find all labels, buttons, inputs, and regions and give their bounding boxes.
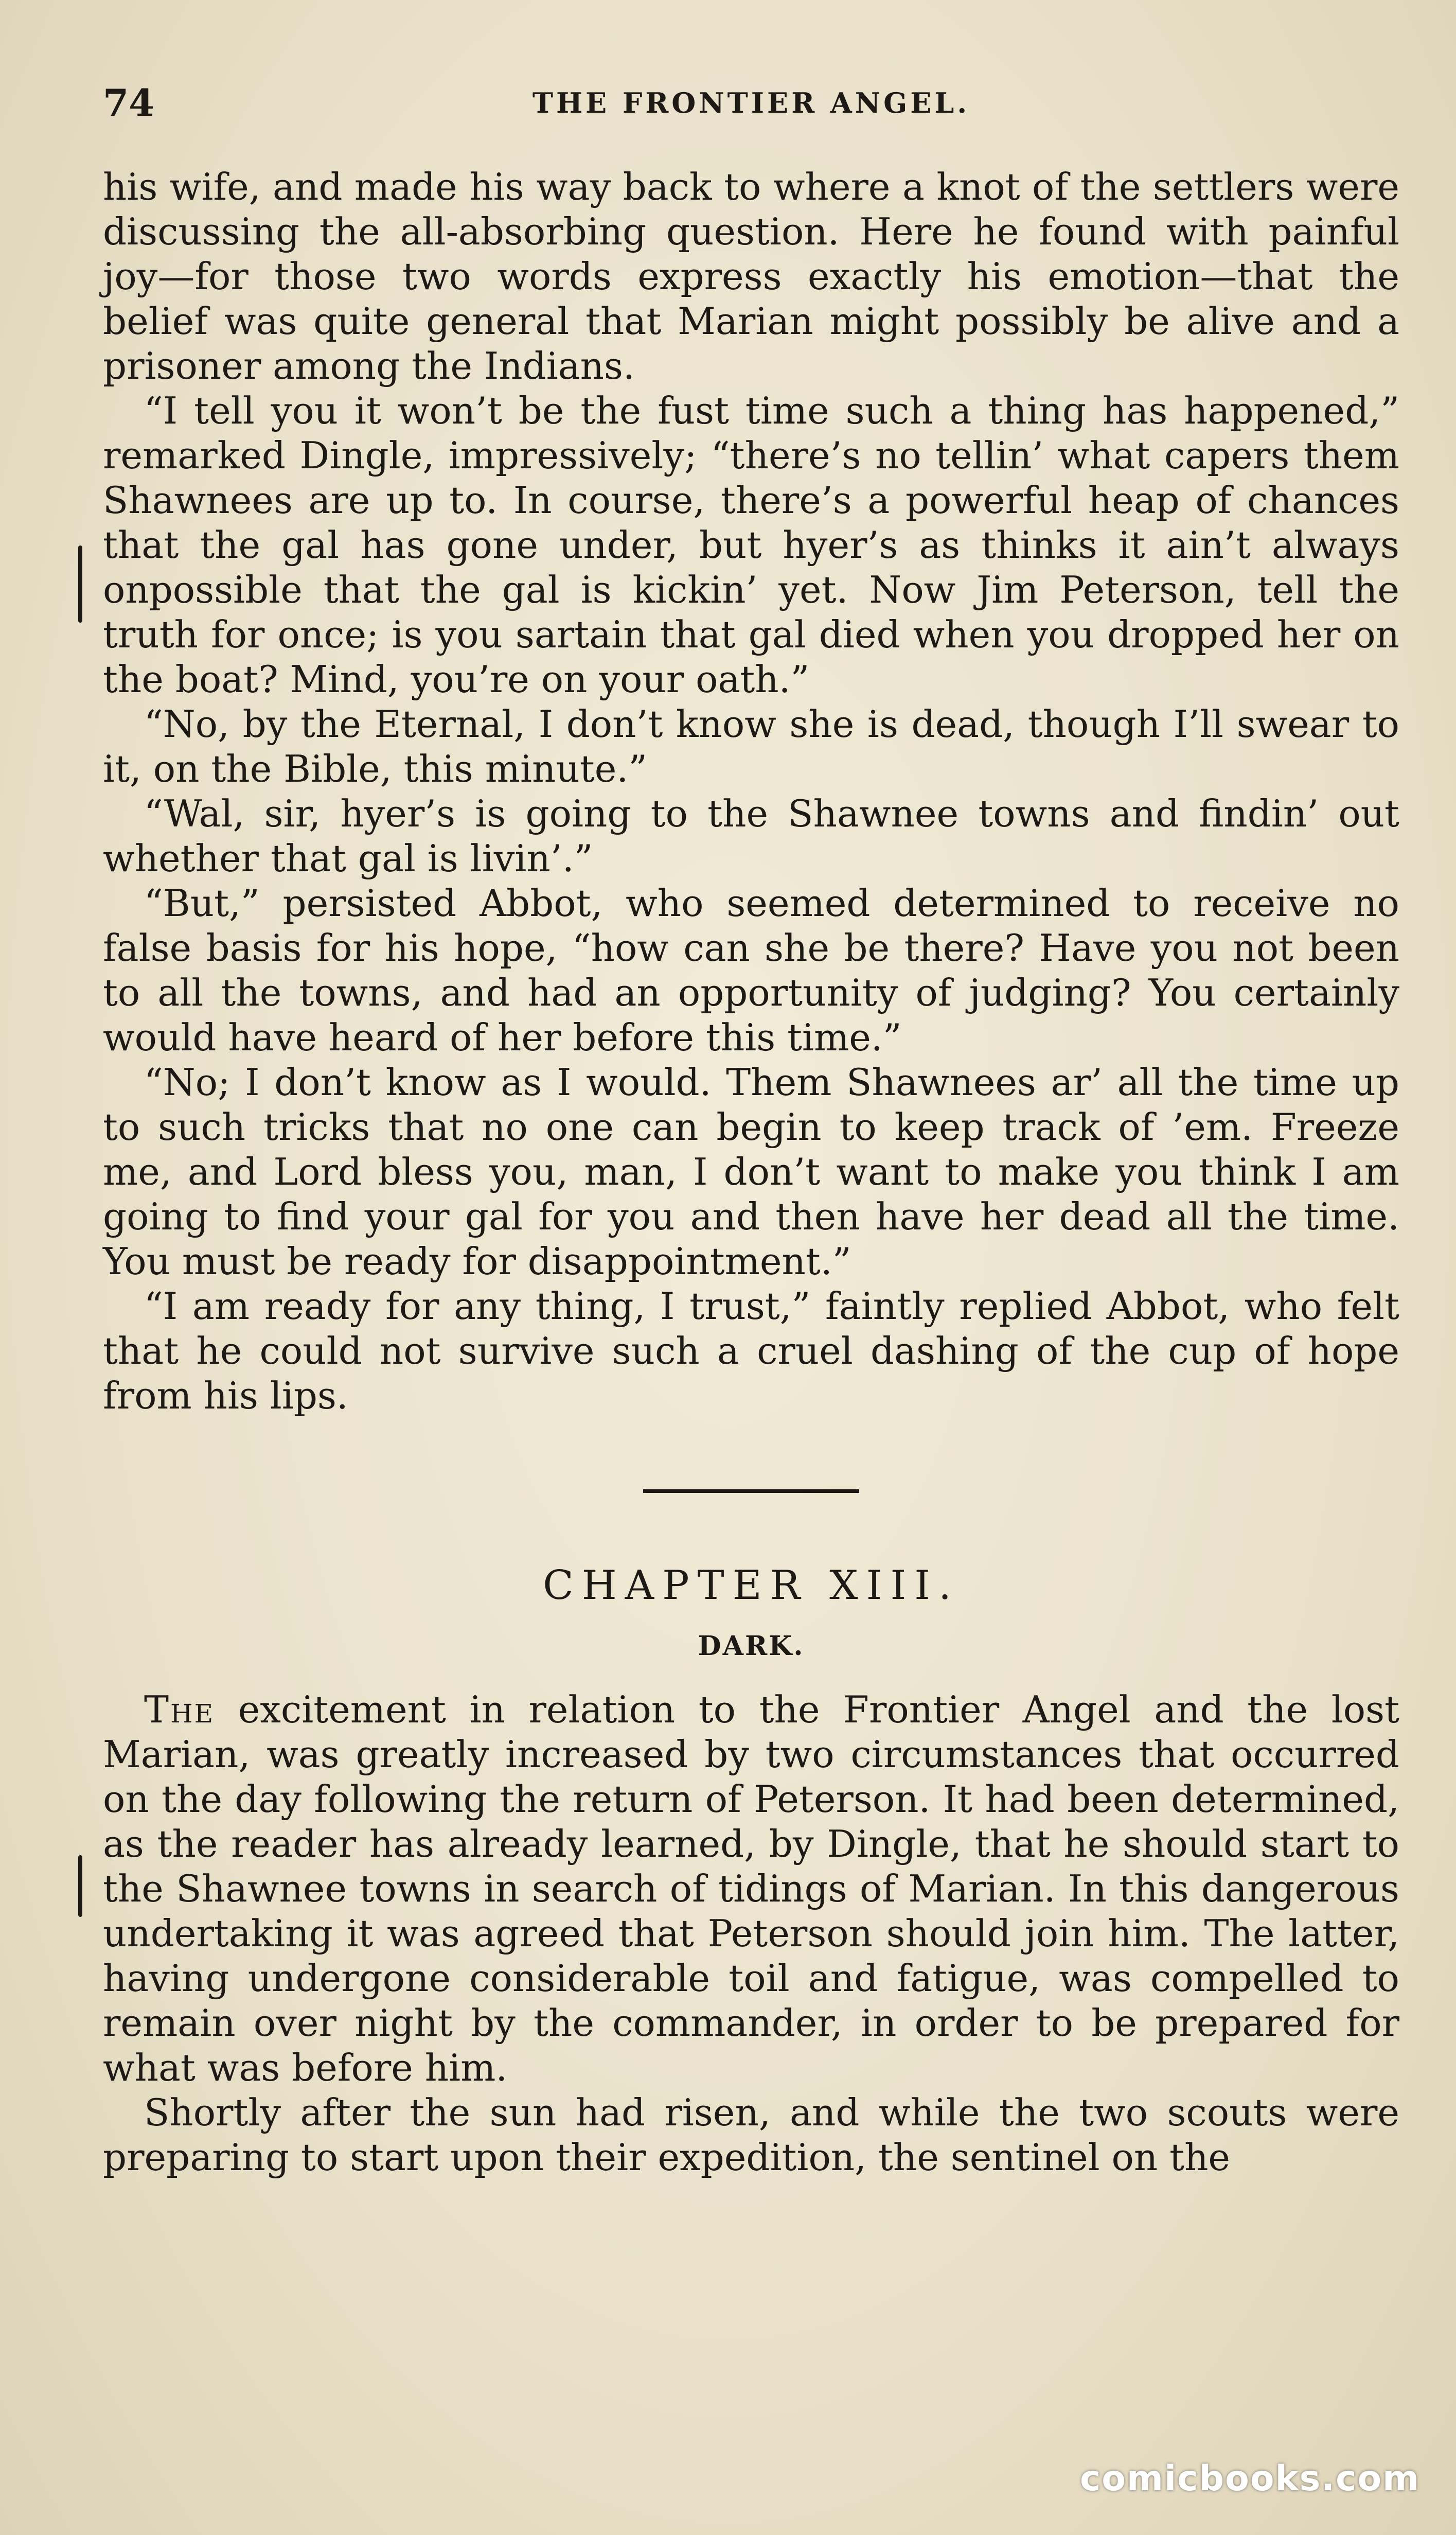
paragraph: “I am ready for any thing, I trust,” faintly replied Abbot, who felt that he could not survive such a cruel dashing of the cup of hope from his lips. (103, 1284, 1399, 1417)
section-rule (643, 1489, 859, 1493)
opening-paragraph-text: excitement in relation to the Frontier Angel and the lost Marian, was greatly increased by two circumstances that occurred on the day following the return of Peterson. It had been determined, as the reader has already learned, by Dingle, that he should start to the Shawnee towns in search of tidings of Marian. In this dangerous undertaking it was agreed that Peterson should join him. The latter, having undergone considerable toil and fatigue, was compelled to remain over night by the commander, in order to be prepared for what was before him. (103, 1688, 1399, 2089)
paragraph: “No; I don’t know as I would. Them Shawnees ar’ all the time up to such tricks that no one can begin to keep track of ’em. Freeze me, and Lord bless you, man, I don’t want to make you think I am going to find your gal for you and then have her dead all the time. You must be ready for disappointment.” (103, 1061, 1399, 1283)
chapter-body (103, 1687, 1399, 2180)
chapter-opening-paragraph (103, 1687, 1399, 2090)
page-number: 74 (103, 81, 155, 125)
opening-word: The (144, 1688, 215, 1731)
paragraph: “Wal, sir, hyer’s is going to the Shawnee towns and findin’ out whether that gal is livin’.” (103, 792, 1399, 880)
paragraph: “But,” persisted Abbot, who seemed determined to receive no false basis for his hope, “how can she be there? Have you not been to all the towns, and had an opportunity of judging? You certainly would have heard of her before this time.” (103, 882, 1399, 1059)
chapter-subtitle: DARK. (698, 1630, 805, 1662)
paragraph: “No, by the Eternal, I don’t know she is dead, though I’ll swear to it, on the Bible, this minute.” (103, 702, 1399, 790)
watermark: comicbooks.com (1079, 2458, 1420, 2499)
margin-mark (78, 545, 82, 623)
running-head: THE FRONTIER ANGEL. (532, 86, 970, 119)
page-body (103, 165, 1399, 2180)
paragraph: his wife, and made his way back to where a knot of the settlers were discussing the all-absorbing question. Here he found with painful joy—for those two words express exactly his emotion—that the belief was quite general that Marian might possibly be alive and a prisoner among the Indians. (103, 165, 1399, 388)
paragraph: Shortly after the sun had risen, and while the two scouts were preparing to start upon their expedition, the sentinel on the (103, 2091, 1399, 2179)
page-header (103, 72, 1399, 134)
margin-mark (78, 1855, 82, 1917)
chapter-title: CHAPTER XIII. (543, 1562, 960, 1609)
paragraph: “I tell you it won’t be the fust time such a thing has happened,” remarked Dingle, impressively; “there’s no tellin’ what capers them Shawnees are up to. In course, there’s a powerful heap of chances that the gal has gone under, but hyer’s as thinks it ain’t always onpossible that the gal is kickin’ yet. Now Jim Peterson, tell the truth for once; is you sartain that gal died when you dropped her on the boat? Mind, you’re on your oath.” (103, 389, 1399, 701)
